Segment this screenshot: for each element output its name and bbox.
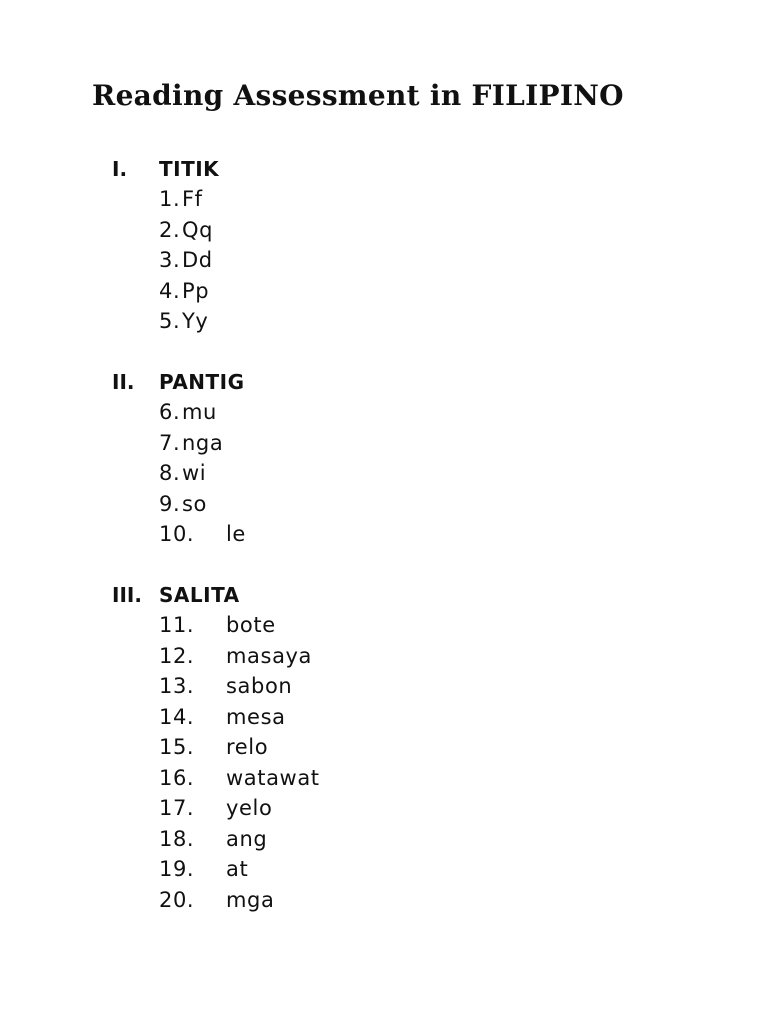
item-number: 4. — [159, 278, 181, 303]
item-text: sabon — [226, 674, 293, 698]
list-item — [112, 641, 612, 672]
item-text: wi — [182, 461, 207, 485]
item-text: bote — [226, 613, 276, 637]
section-heading — [112, 154, 612, 184]
section-title: SALITA — [159, 583, 240, 607]
section-number: II. — [112, 370, 135, 394]
item-text: nga — [182, 430, 224, 455]
list-item — [112, 671, 612, 702]
list-item — [112, 702, 612, 733]
list-item — [112, 732, 612, 763]
item-text: Yy — [182, 309, 209, 333]
item-text: le — [226, 522, 246, 546]
item-text: mesa — [226, 704, 286, 729]
page-title: Reading Assessment in FILIPINO — [92, 79, 624, 112]
item-number: 19. — [159, 857, 195, 881]
item-number: 2. — [159, 217, 181, 242]
list-item — [112, 276, 612, 307]
list-item — [112, 215, 612, 246]
list-item — [112, 763, 612, 794]
item-number: 15. — [159, 735, 195, 759]
item-list — [112, 610, 612, 915]
item-number: 17. — [159, 796, 195, 820]
item-number: 13. — [159, 674, 195, 698]
section-title: PANTIG — [159, 370, 245, 394]
item-number: 8. — [159, 461, 181, 485]
list-item — [112, 885, 612, 916]
list-item — [112, 824, 612, 855]
item-number: 7. — [159, 430, 181, 455]
list-item — [112, 428, 612, 459]
item-number: 1. — [159, 187, 181, 211]
section-heading — [112, 367, 612, 397]
list-item — [112, 793, 612, 824]
item-list — [112, 397, 612, 550]
section-pantig — [112, 367, 612, 550]
list-item — [112, 458, 612, 489]
item-number: 16. — [159, 765, 195, 790]
item-text: Ff — [182, 187, 203, 211]
item-number: 5. — [159, 309, 181, 333]
item-number: 11. — [159, 613, 195, 637]
list-item — [112, 854, 612, 885]
item-text: Dd — [182, 248, 213, 272]
section-number: I. — [112, 157, 128, 181]
item-list — [112, 184, 612, 337]
item-text: at — [226, 857, 249, 881]
list-item — [112, 306, 612, 337]
item-text: mu — [182, 400, 217, 424]
item-number: 20. — [159, 887, 195, 912]
section-titik — [112, 154, 612, 337]
item-text: Qq — [182, 217, 214, 242]
item-text: so — [182, 491, 207, 516]
item-number: 18. — [159, 826, 195, 851]
item-text: yelo — [226, 796, 273, 820]
section-salita — [112, 580, 612, 915]
list-item — [112, 610, 612, 641]
item-text: mga — [226, 887, 275, 912]
item-number: 6. — [159, 400, 181, 424]
item-text: Pp — [182, 278, 210, 303]
section-heading — [112, 580, 612, 610]
item-text: masaya — [226, 643, 313, 668]
section-number: III. — [112, 583, 142, 607]
item-text: ang — [226, 826, 268, 851]
list-item — [112, 184, 612, 215]
list-item — [112, 397, 612, 428]
item-text: relo — [226, 735, 269, 759]
item-number: 12. — [159, 643, 195, 668]
item-text: watawat — [226, 765, 320, 790]
list-item — [112, 489, 612, 520]
item-number: 10. — [159, 522, 195, 546]
item-number: 3. — [159, 248, 181, 272]
item-number: 9. — [159, 491, 181, 516]
section-title: TITIK — [159, 157, 220, 181]
list-item — [112, 245, 612, 276]
item-number: 14. — [159, 704, 195, 729]
list-item — [112, 519, 612, 550]
